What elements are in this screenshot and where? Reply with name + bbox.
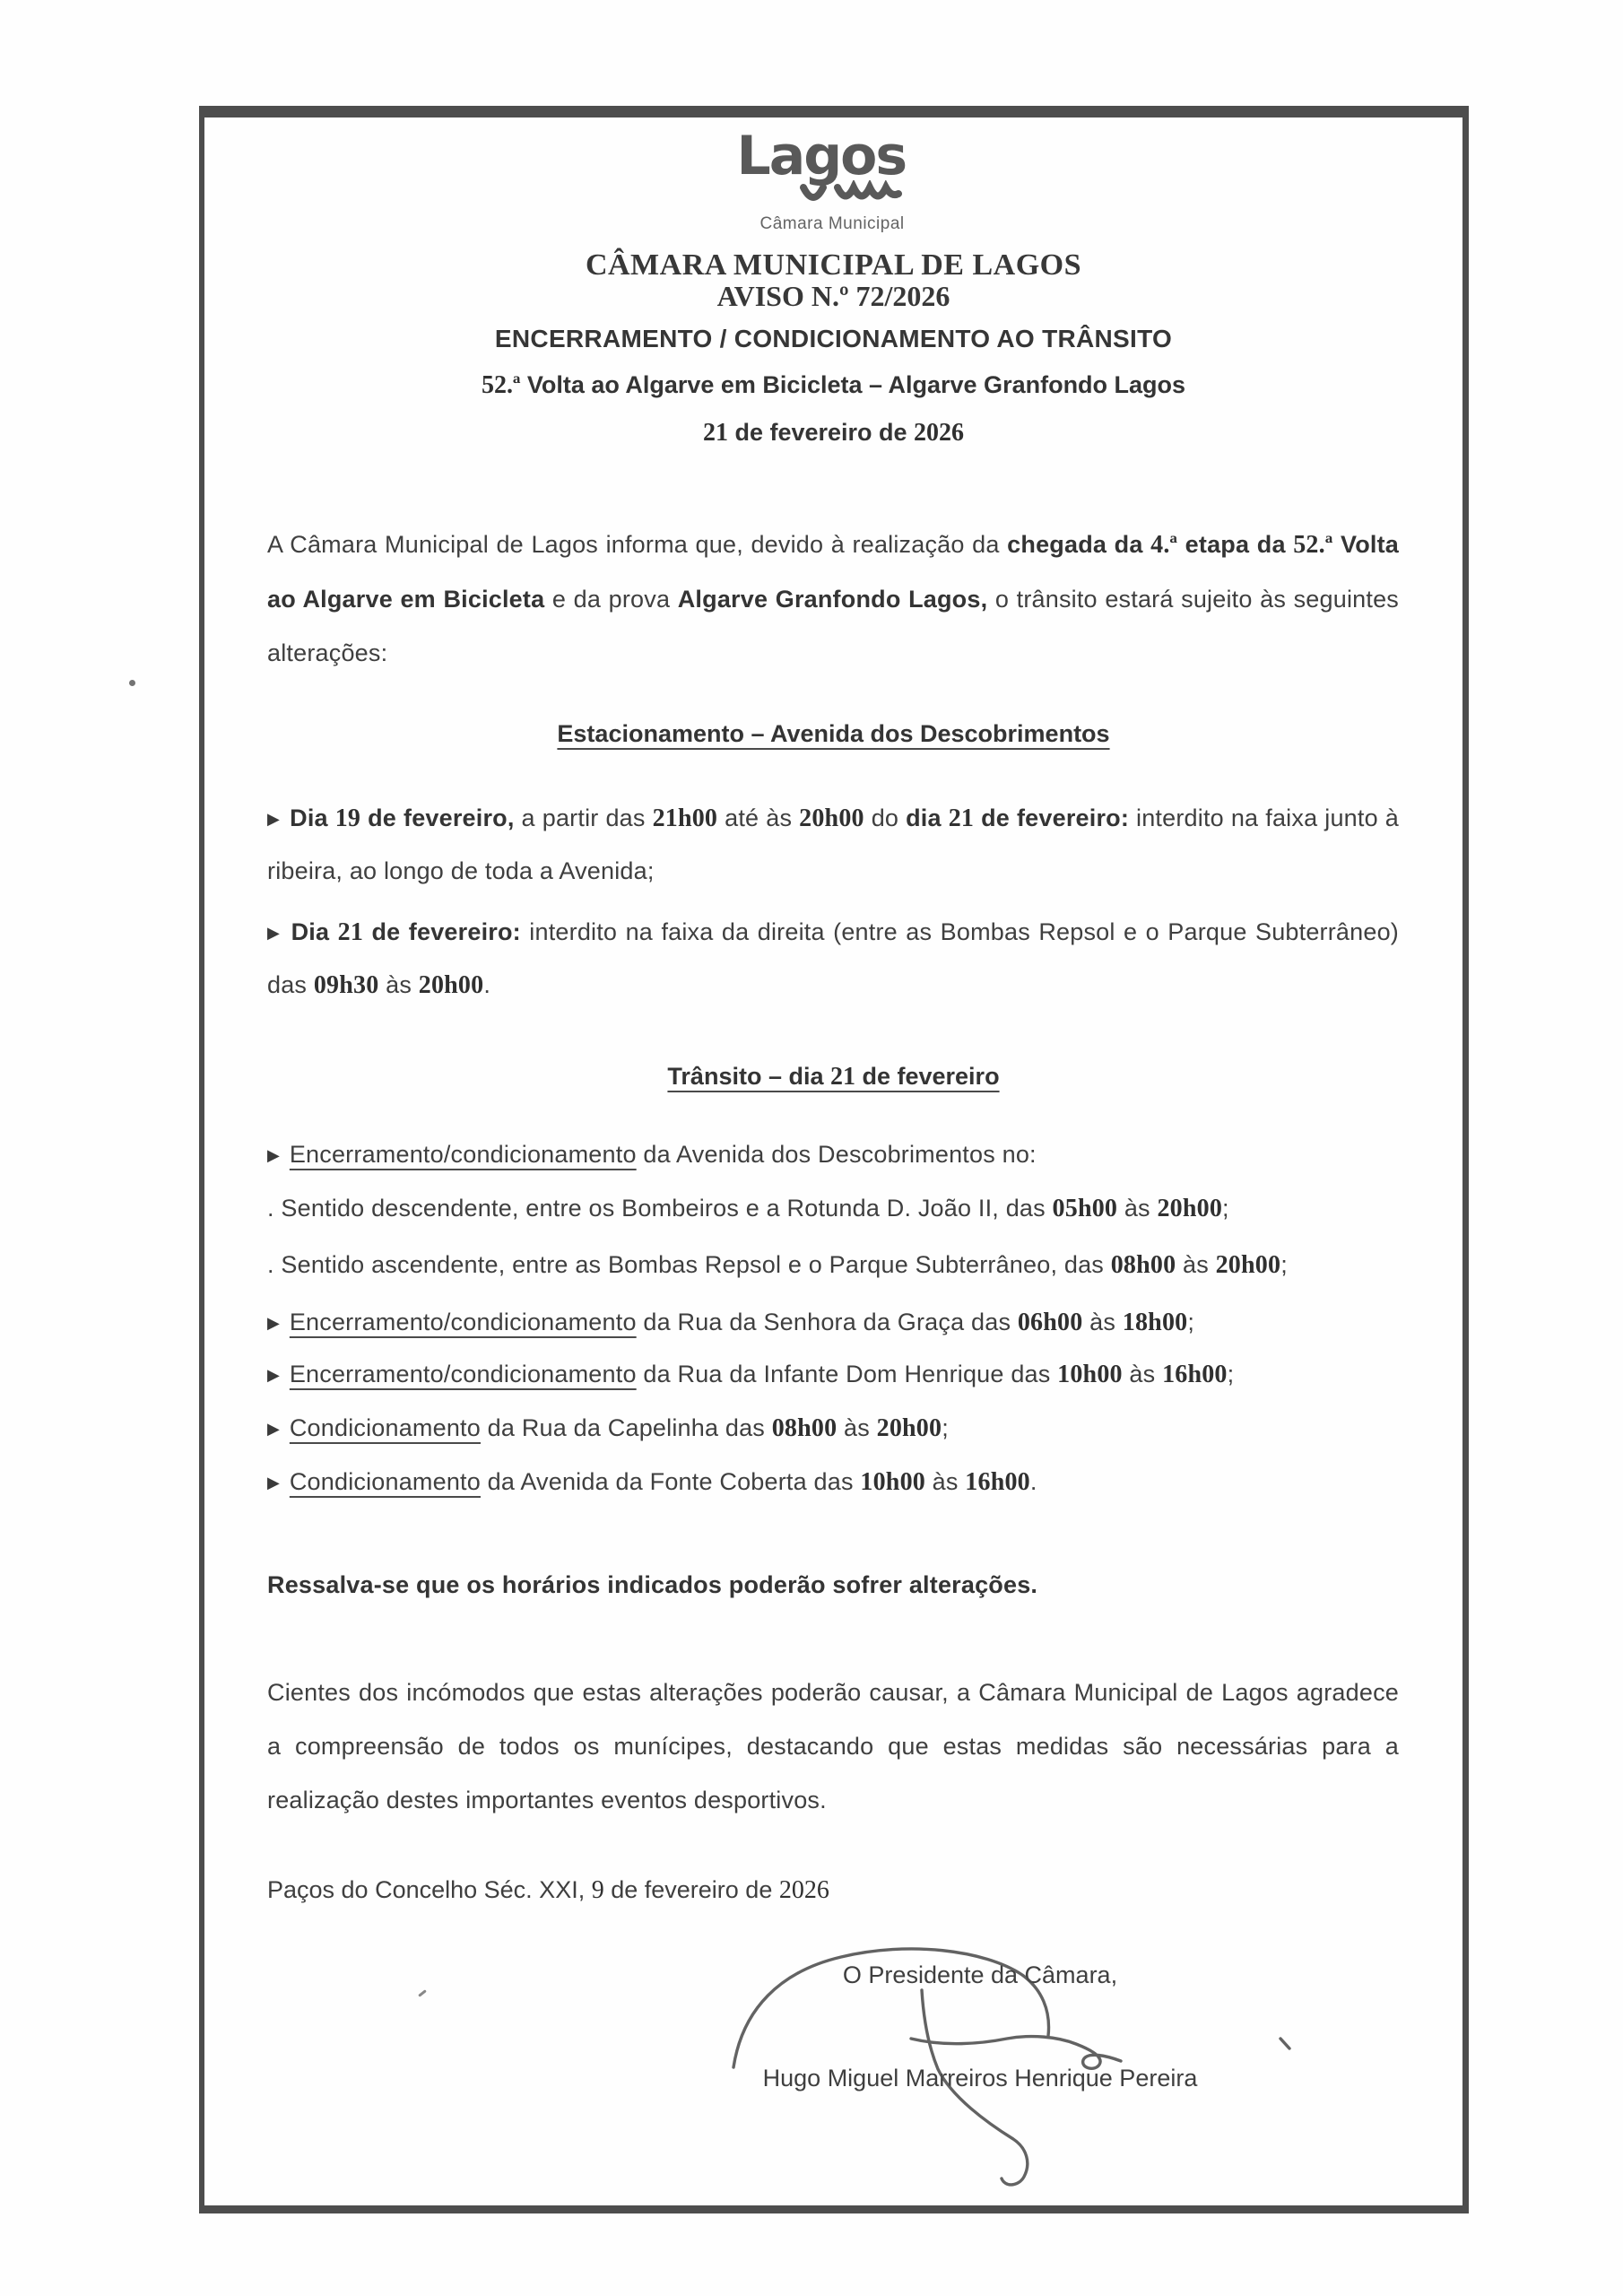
transit-rule-subitem: . Sentido descendente, entre os Bombeiros e a Rotunda D. João II, das 05h00 às 20h00; bbox=[267, 1195, 1229, 1222]
transit-section-title: Trânsito – dia 21 de fevereiro bbox=[667, 1063, 1000, 1091]
scan-artifact-mark bbox=[418, 1989, 427, 1997]
signatory-name: Hugo Miguel Marreiros Henrique Pereira bbox=[762, 2065, 1198, 2092]
transit-rule-item: ▶ Condicionamento da Rua da Capelinha das 08h00 às 20h00; bbox=[267, 1414, 949, 1442]
org-title: CÂMARA MUNICIPAL DE LAGOS bbox=[585, 248, 1082, 282]
transit-rule-item: ▶ Encerramento/condicionamento da Rua da Infante Dom Henrique das 10h00 às 16h00; bbox=[267, 1361, 1235, 1388]
closing-paragraph: Cientes dos incómodos que estas alterações poderão causar, a Câmara Municipal de Lagos agradece a compreensão de todos os munícipes, destacando que estas medidas são necessárias para a realização destes importantes eventos desportivos. bbox=[267, 1679, 1399, 1813]
parking-rule-item: ▶ Dia 19 de fevereiro, a partir das 21h00 até às 20h00 do dia 21 de fevereiro: interdito na faixa junto à ribeira, ao longo de toda a Avenida; bbox=[267, 804, 1400, 884]
place-date-line: Paços do Concelho Séc. XXI, 9 de fevereiro de 2026 bbox=[267, 1876, 829, 1904]
schedule-disclaimer: Ressalva-se que os horários indicados poderão sofrer alterações. bbox=[267, 1571, 1038, 1598]
lagos-logo bbox=[735, 125, 933, 242]
notice-subject: ENCERRAMENTO / CONDICIONAMENTO AO TRÂNSITO bbox=[494, 325, 1173, 352]
parking-section-title: Estacionamento – Avenida dos Descobrimentos bbox=[557, 720, 1110, 747]
transit-rule-item: ▶ Encerramento/condicionamento da Rua da Senhora da Graça das 06h00 às 18h00; bbox=[267, 1309, 1195, 1336]
logo-subtitle: Câmara Municipal bbox=[759, 214, 905, 233]
transit-rule-item: ▶ Encerramento/condicionamento da Avenida dos Descobrimentos no: bbox=[267, 1141, 1037, 1168]
logo-wordmark: Lagos bbox=[736, 125, 907, 187]
notice-number: AVISO N.º 72/2026 bbox=[716, 280, 950, 312]
intro-paragraph: A Câmara Municipal de Lagos informa que, devido à realização da chegada da 4.ª etapa da 52.ª Volta ao Algarve em Bicicleta e da prova Algarve Granfondo Lagos, o trânsito estará sujeito às seguintes alterações: bbox=[267, 531, 1399, 666]
event-date: 21 de fevereiro de 2026 bbox=[702, 419, 965, 447]
transit-rule-item: ▶ Condicionamento da Avenida da Fonte Coberta das 10h00 às 16h00. bbox=[267, 1468, 1037, 1496]
signature-title: O Presidente da Câmara, bbox=[842, 1961, 1118, 1988]
logo-waves-icon bbox=[798, 180, 916, 211]
scan-artifact-dot bbox=[129, 680, 135, 686]
document-border-frame bbox=[199, 106, 1469, 2213]
event-title: 52.ª Volta ao Algarve em Bicicleta – Algarve Granfondo Lagos bbox=[481, 371, 1186, 399]
transit-rule-subitem: . Sentido ascendente, entre as Bombas Repsol e o Parque Subterrâneo, das 08h00 às 20h00; bbox=[267, 1251, 1288, 1279]
parking-rule-item: ▶ Dia 21 de fevereiro: interdito na faixa da direita (entre as Bombas Repsol e o Parque Subterrâneo) das 09h30 às 20h00. bbox=[267, 918, 1399, 999]
